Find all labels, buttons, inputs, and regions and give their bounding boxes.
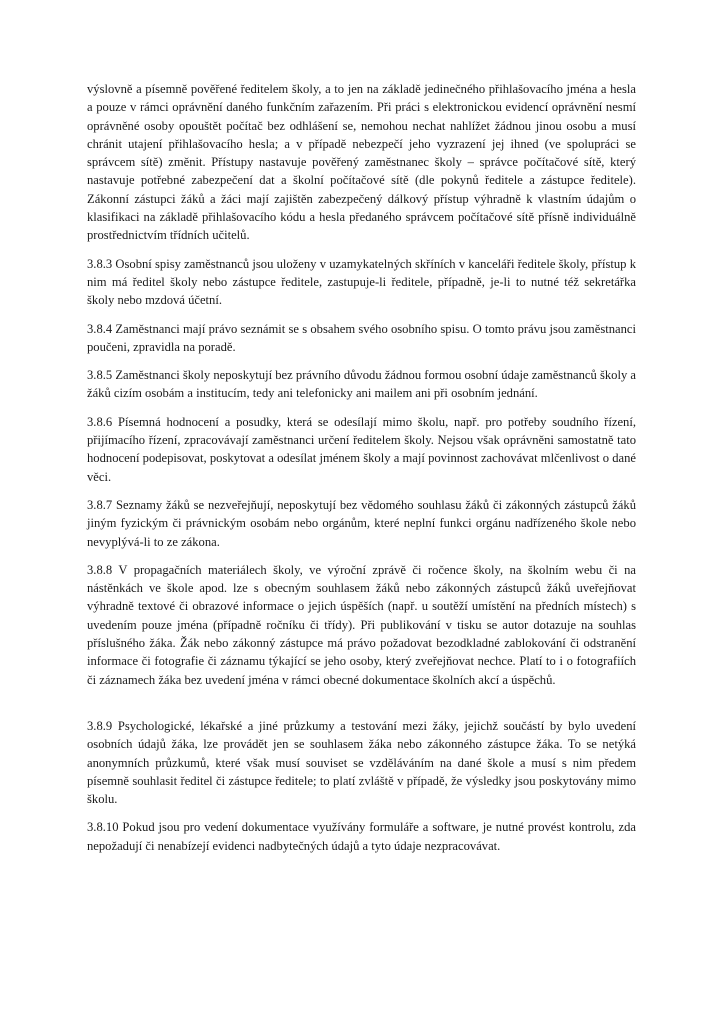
paragraph-3-8-9: 3.8.9 Psychologické, lékařské a jiné průzkumy a testování mezi žáky, jejichž součástí by bylo uvedení osobních údajů žáka, lze provádět jen se souhlasem žáka nebo zákonného zástupce žáka. To se netýká anonymních průzkumů, které však musí souviset se vzděláváním na dané škole a musí s nim předem písemně souhlasit ředitel či zástupce ředitele; to platí zvláště v případě, že výsledky jsou poskytovány mimo školu. [87, 718, 636, 807]
paragraph-3-8-10: 3.8.10 Pokud jsou pro vedení dokumentace využívány formuláře a software, je nutné provést kontrolu, zda nepožadují či nenabízejí evidenci nadbytečných údajů a tyto údaje nezpracovávat. [87, 820, 636, 853]
paragraph-access-rights-continued: výslovně a písemně pověřené ředitelem školy, a to jen na základě jedinečného přihlašovacího jména a hesla a pouze v rámci oprávnění daného funkčním zařazením. Při práci s elektronickou evidencí oprávnění nesmí oprávněné osoby opouštět počítač bez odhlášení se, nemohou nechat nahlížet žádnou jinou osobu a musí chránit utajení přihlašovacího hesla; a v případě nebezpečí jeho vyzrazení jej ihned (ve spolupráci se správcem sítě) změnit. Přístupy nastavuje pověřený zaměstnanec školy – správce počítačové sítě, který nastavuje potřebné zabezpečení dat a školní počítačové sítě (dle pokynů ředitele a zástupce ředitele). Zákonní zástupci žáků a žáci mají zajištěn zabezpečený dálkový přístup výhradně k vlastním údajům o klasifikaci na základě přihlašovacího kódu a hesla předaného správcem počítačové sítě přísně individuálně prostřednictvím třídních učitelů. [87, 82, 636, 243]
paragraph-3-8-6: 3.8.6 Písemná hodnocení a posudky, která se odesílají mimo školu, např. pro potřeby soudního řízení, přijímacího řízení, zpracovávají zaměstnanci určení ředitelem školy. Nejsou však oprávněni samostatně tato hodnocení podepisovat, poskytovat a odesílat jménem školy a mají povinnost zachovávat mlčenlivost o dané věci. [87, 414, 636, 484]
paragraph-3-8-5: 3.8.5 Zaměstnanci školy neposkytují bez právního důvodu žádnou formou osobní údaje zaměstnanců školy a žáků cizím osobám a institucím, tedy ani telefonicky ani mailem ani při osobním jednání. [87, 368, 636, 401]
paragraph-3-8-4: 3.8.4 Zaměstnanci mají právo seznámit se s obsahem svého osobního spisu. O tomto právu jsou zaměstnanci poučeni, zpravidla na poradě. [87, 321, 636, 354]
paragraph-3-8-8: 3.8.8 V propagačních materiálech školy, ve výroční zprávě či ročence školy, na školním webu či na nástěnkách ve škole apod. lze s obecným souhlasem žáků nebo zákonných zástupců žáků uveřejňovat výhradně textové či obrazové informace o jejich úspěších (např. u soutěží umístění na předních místech) s uvedením pouze jména (případně ročníku či třídy). Při publikování v tisku se autor dotazuje na souhlas příslušného žáka. Žák nebo zákonný zástupce má právo požadovat bezodkladné zablokování či odstranění informace či fotografie či záznamu týkající se jeho osoby, který zveřejňovat nechce. Platí to i o fotografiích či záznamech žáka bez uvedení jména v rámci obecné dokumentace školních akcí a úspěchů. [87, 562, 636, 687]
paragraph-3-8-3: 3.8.3 Osobní spisy zaměstnanců jsou uloženy v uzamykatelných skříních v kanceláři ředitele školy, přístup k nim má ředitel školy nebo zástupce ředitele, zastupuje-li ředitele, případně, je-li to nutné též sekretářka školy nebo mzdová účetní. [87, 256, 636, 308]
paragraph-3-8-7: 3.8.7 Seznamy žáků se nezveřejňují, neposkytují bez vědomého souhlasu žáků či zákonných zástupců žáků jiným fyzickým či právnickým osobám nebo orgánům, které neplní funkci orgánu nadřízeného škole nebo nevyplývá-li to ze zákona. [87, 497, 636, 549]
document-body [87, 80, 636, 865]
